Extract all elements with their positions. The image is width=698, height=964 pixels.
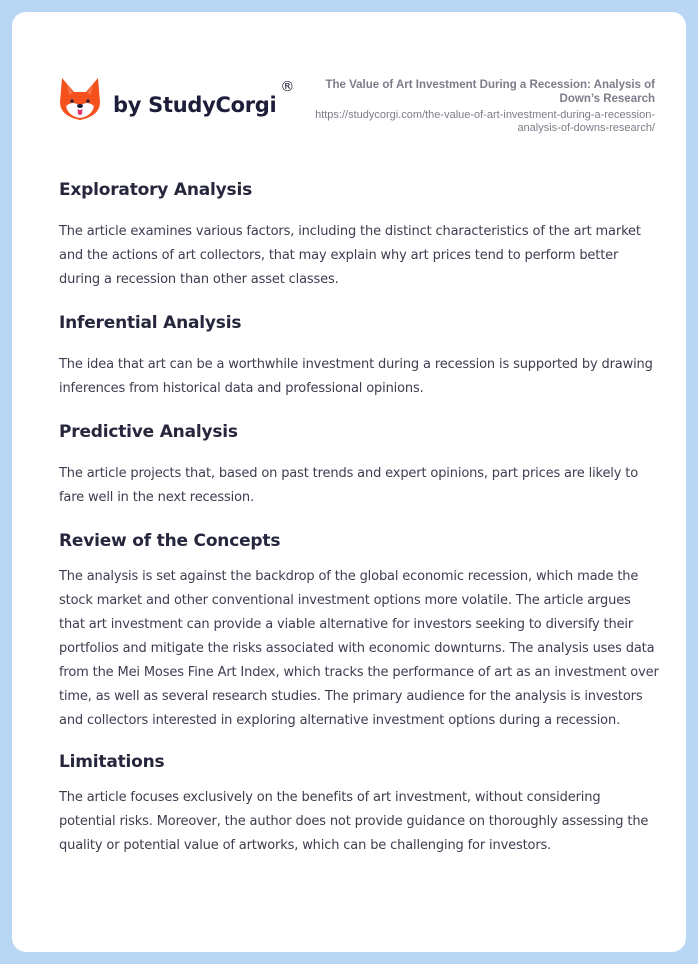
document-page [12,12,686,952]
section-body-inferential: The idea that art can be a worthwhile investment during a recession is supported by drawing inferences from historical data and professional opinions. [59,357,653,396]
document-url[interactable]: https://studycorgi.com/the-value-of-art-investment-during-a-recession-analysis-of-downs-research/ [315,109,655,134]
section-heading-exploratory: Exploratory Analysis [59,180,253,200]
section-heading-review: Review of the Concepts [59,531,281,551]
brand-name: by StudyCorgi [113,93,277,117]
section-heading-inferential: Inferential Analysis [59,313,242,333]
section-body-exploratory: The article examines various factors, including the distinct characteristics of the art market and the actions of art collectors, that may explain why art prices tend to perform better during a recession than other asset classes. [59,224,641,287]
studycorgi-logo[interactable] [59,76,294,122]
page-header [59,72,655,142]
document-body [59,178,659,858]
section-body-limitations: The article focuses exclusively on the benefits of art investment, without considering potential risks. Moreover, the author does not provide guidance on thoroughly assessing the quality or potential value of artworks, which can be challenging for investors. [59,790,649,853]
document-meta [305,78,655,135]
section-body-predictive: The article projects that, based on past trends and expert opinions, part prices are likely to fare well in the next recession. [59,466,639,505]
corgi-logo-icon [59,76,101,122]
section-body-review: The analysis is set against the backdrop of the global economic recession, which made the stock market and other conventional investment options more volatile. The article argues that art investment can provide a viable alternative for investors seeking to diversify their portfolios and mitigate the risks associated with economic downturns. The analysis uses data from the Mei Moses Fine Art Index, which tracks the performance of art as an investment over time, as well as several research studies. The primary audience for the analysis is investors and collectors interested in exploring alternative investment options during a recession. [59,569,659,728]
document-title: The Value of Art Investment During a Recession: Analysis of Down’s Research [325,79,655,105]
section-heading-predictive: Predictive Analysis [59,422,238,442]
registered-mark: ® [280,79,295,95]
section-heading-limitations: Limitations [59,752,165,772]
